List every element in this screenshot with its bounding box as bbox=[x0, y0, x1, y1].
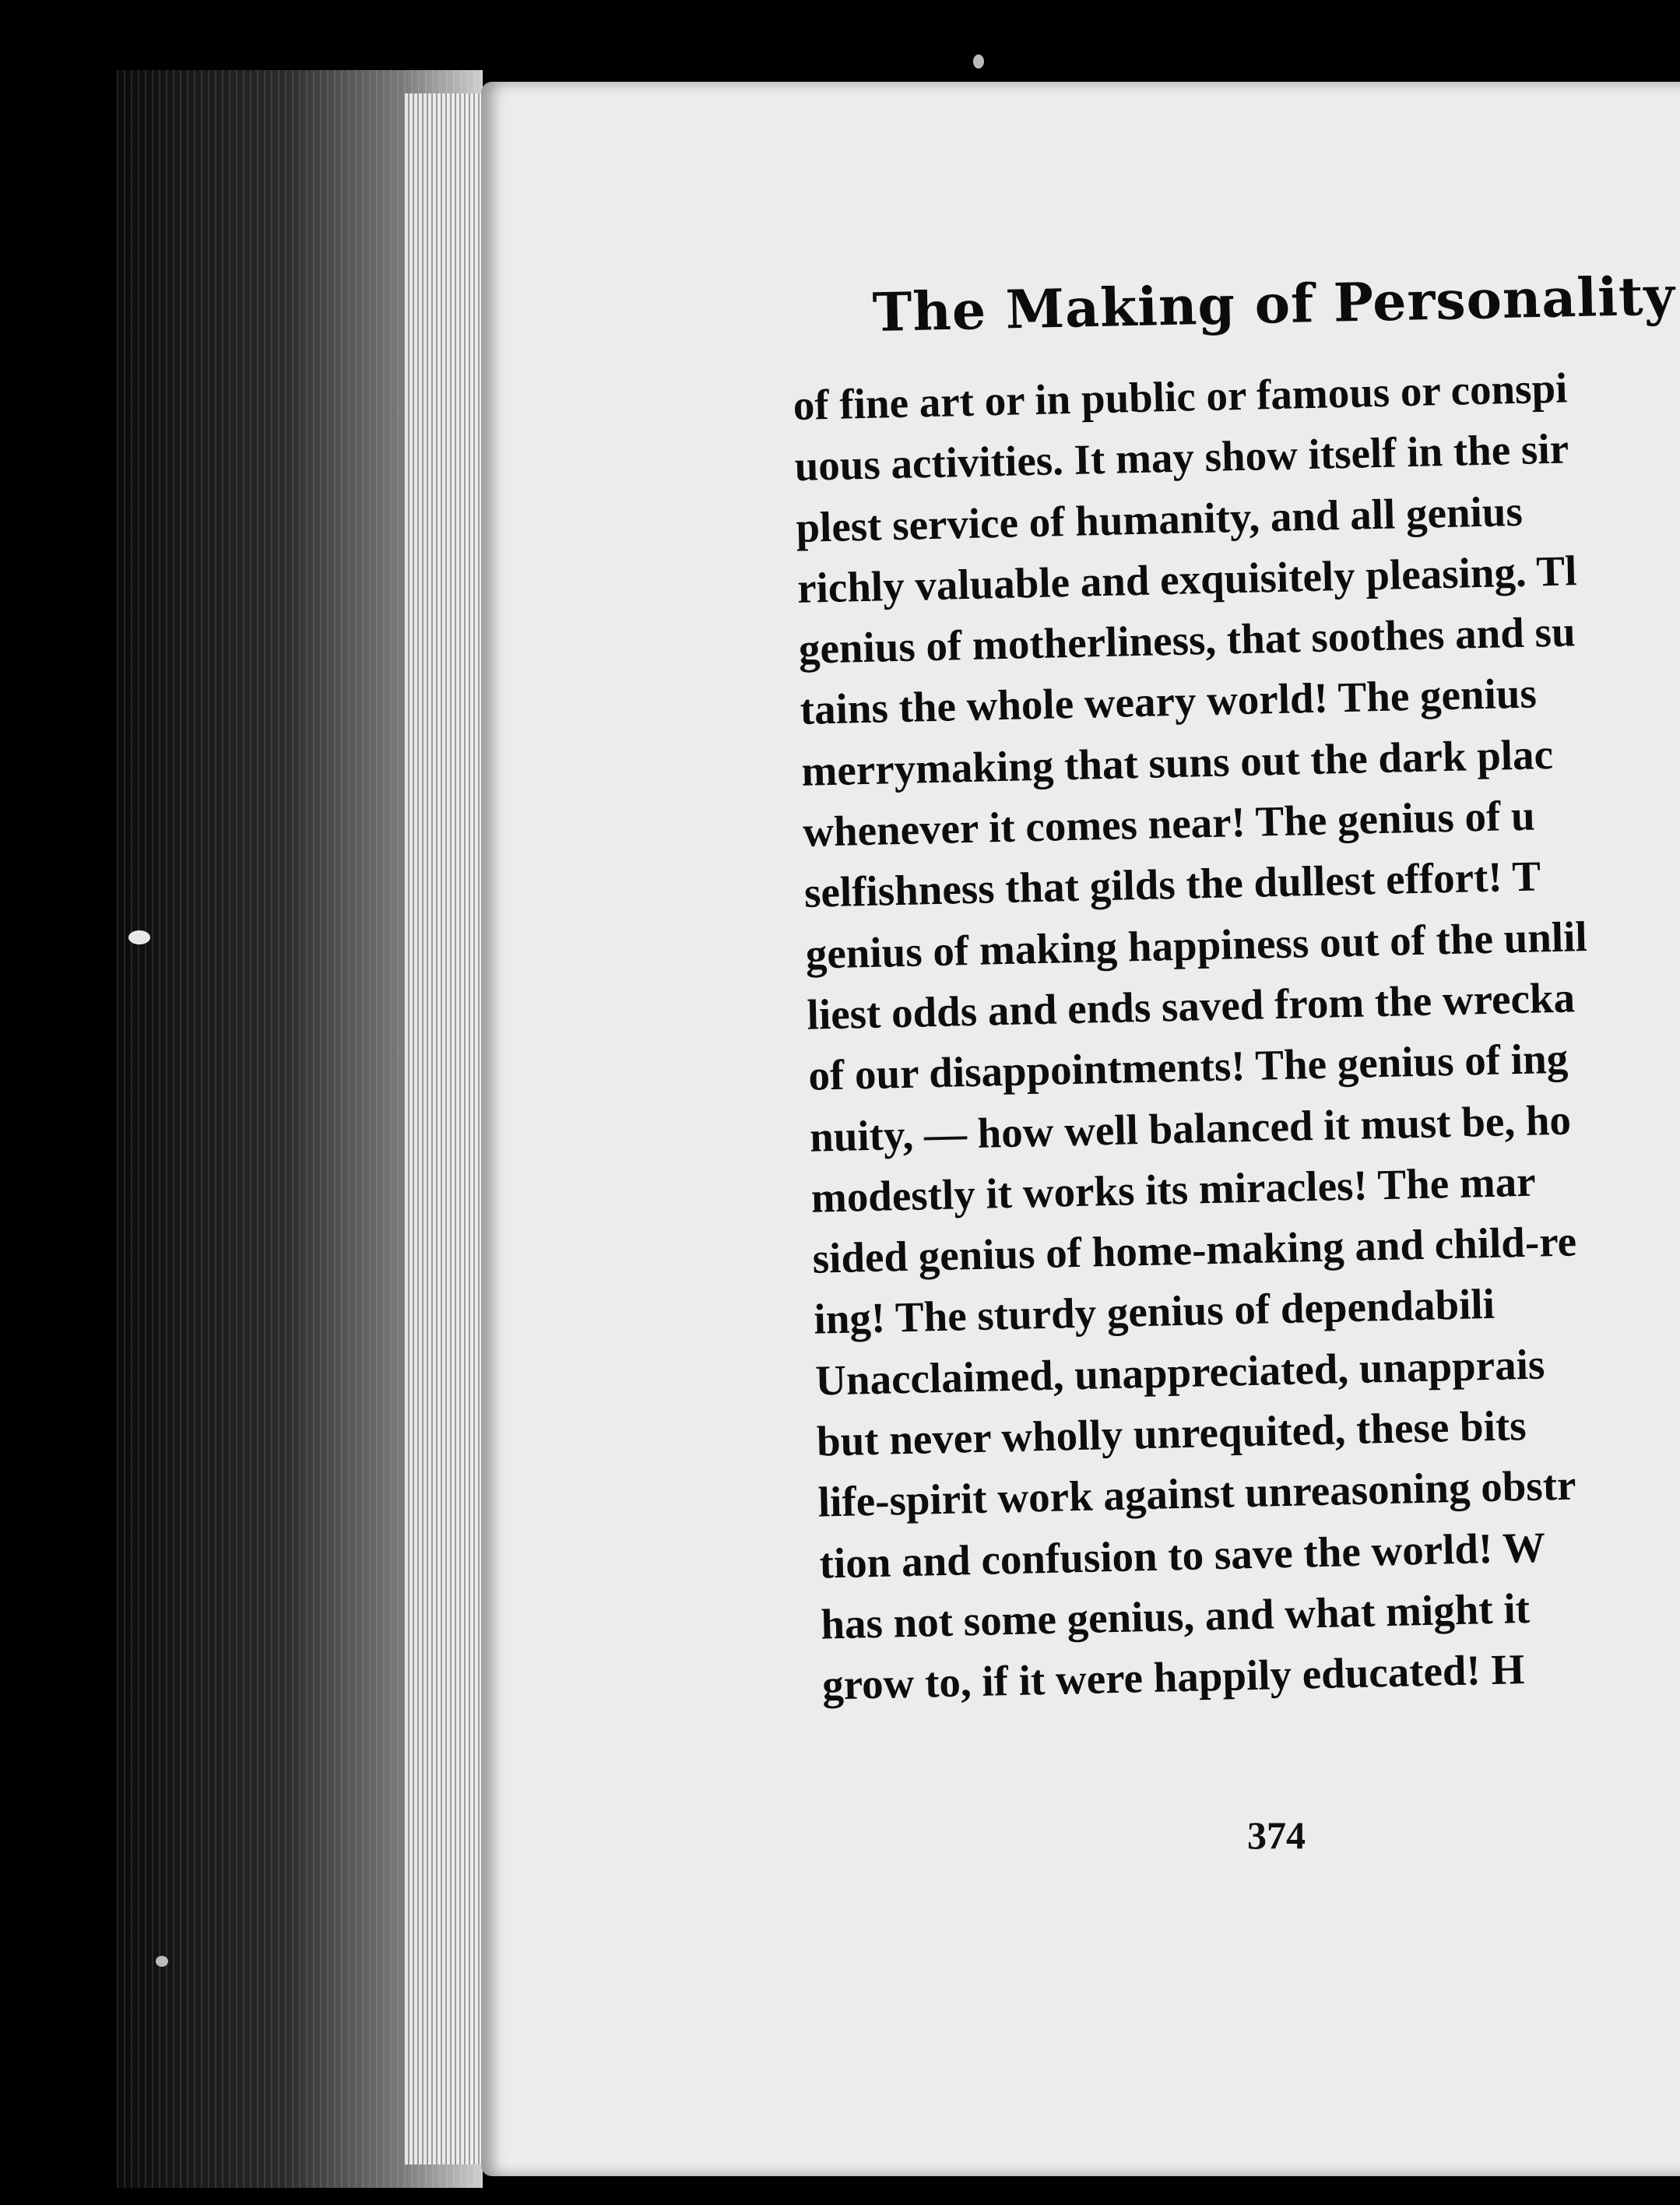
text-line: merrymaking that suns out the dark plac bbox=[800, 730, 1554, 795]
text-line: of fine art or in public or famous or conspi bbox=[793, 364, 1568, 429]
text-line: nuity, — how well balanced it must be, ho bbox=[809, 1095, 1572, 1161]
page-edges-light bbox=[405, 93, 487, 2165]
text-line: of our disappointments! The genius of ing bbox=[807, 1034, 1569, 1100]
text-line: tion and confusion to save the world! W bbox=[818, 1523, 1546, 1588]
text-line: has not some genius, and what might it bbox=[820, 1584, 1531, 1648]
running-head: The Making of Personality bbox=[872, 265, 1676, 344]
text-line: uous activities. It may show itself in the sir bbox=[793, 424, 1569, 491]
text-line: but never wholly unrequited, these bits bbox=[816, 1401, 1527, 1465]
text-line: liest odds and ends saved from the wrecka bbox=[806, 973, 1576, 1039]
text-line: ing! The sturdy genius of dependabili bbox=[813, 1280, 1495, 1344]
text-line: whenever it comes near! The genius of u bbox=[802, 791, 1536, 856]
scan-speck bbox=[156, 1956, 168, 1967]
page-number: 374 bbox=[1247, 1813, 1306, 1857]
body-text bbox=[793, 355, 1680, 1716]
scan-speck bbox=[128, 930, 150, 944]
scan-speck bbox=[973, 55, 984, 69]
text-line: Unacclaimed, unappreciated, unapprais bbox=[814, 1340, 1545, 1405]
text-line: life-spirit work against unreasoning obstr bbox=[817, 1461, 1577, 1526]
text-line: richly valuable and exquisitely pleasing. Tl bbox=[796, 547, 1578, 612]
text-line: modestly it works its miracles! The mar bbox=[810, 1157, 1537, 1222]
text-line: selfishness that gilds the dullest effort! T bbox=[803, 852, 1541, 917]
text-line: genius of making happiness out of the unlil bbox=[805, 912, 1588, 978]
text-line: grow to, if it were happily educated! H bbox=[821, 1645, 1525, 1709]
text-line: sided genius of home-making and child-re bbox=[812, 1217, 1577, 1282]
text-line: tains the whole weary world! The genius bbox=[800, 669, 1538, 734]
text-line: genius of motherliness, that soothes and su bbox=[798, 607, 1576, 673]
text-line: plest service of humanity, and all genius bbox=[795, 487, 1524, 551]
